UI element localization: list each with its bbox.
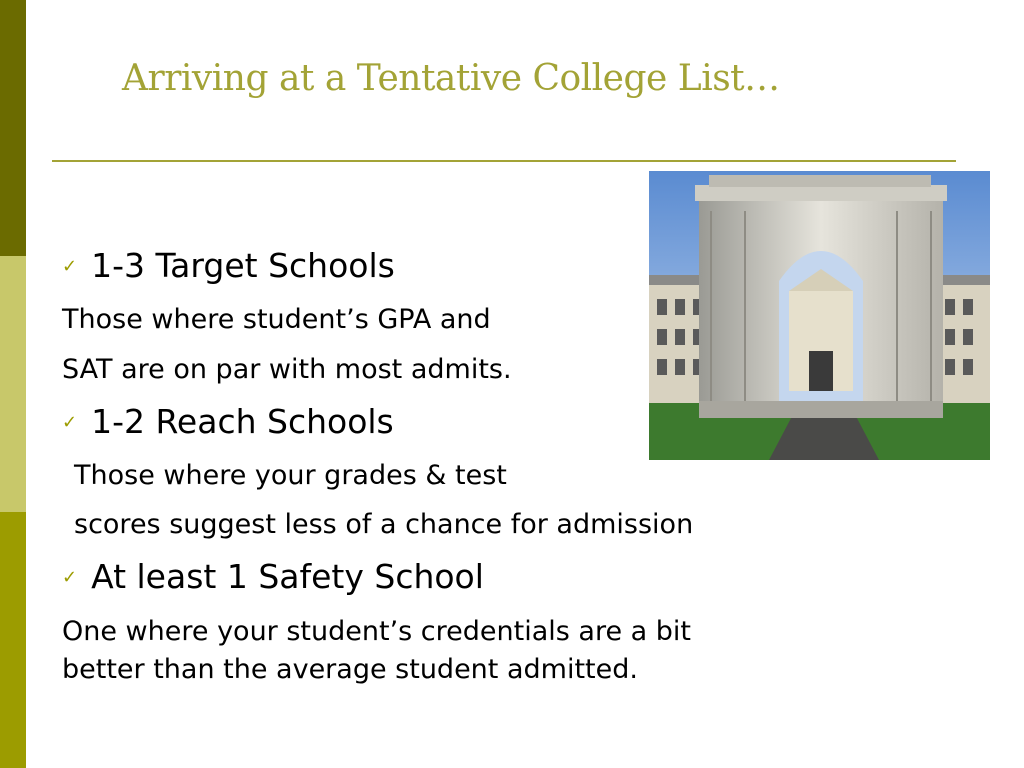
check-icon: ✓	[62, 567, 78, 588]
section-text: SAT are on par with most admits.	[62, 354, 512, 385]
section-text: One where your student’s credentials are a bit	[62, 616, 692, 647]
section-text: Those where your grades & test	[74, 460, 507, 491]
check-icon: ✓	[62, 256, 78, 277]
section-text: Those where student’s GPA and	[62, 304, 491, 335]
section-text: scores suggest less of a chance for admission	[74, 509, 694, 540]
check-icon: ✓	[62, 412, 78, 433]
section-heading-reach	[62, 402, 394, 441]
sidebar-segment-bottom	[0, 512, 26, 768]
section-heading-text: 1-3 Target Schools	[91, 246, 395, 285]
slide-title: Arriving at a Tentative College List…	[122, 58, 780, 99]
college-gate-photo	[649, 171, 990, 460]
section-heading-text: At least 1 Safety School	[91, 557, 484, 596]
sidebar-band	[0, 0, 26, 768]
sidebar-segment-top	[0, 0, 26, 256]
section-heading-text: 1-2 Reach Schools	[91, 402, 394, 441]
section-heading-target	[62, 246, 395, 285]
section-text: better than the average student admitted.	[62, 654, 638, 685]
sidebar-segment-middle	[0, 256, 26, 512]
section-heading-safety	[62, 557, 484, 596]
title-divider	[52, 160, 956, 162]
